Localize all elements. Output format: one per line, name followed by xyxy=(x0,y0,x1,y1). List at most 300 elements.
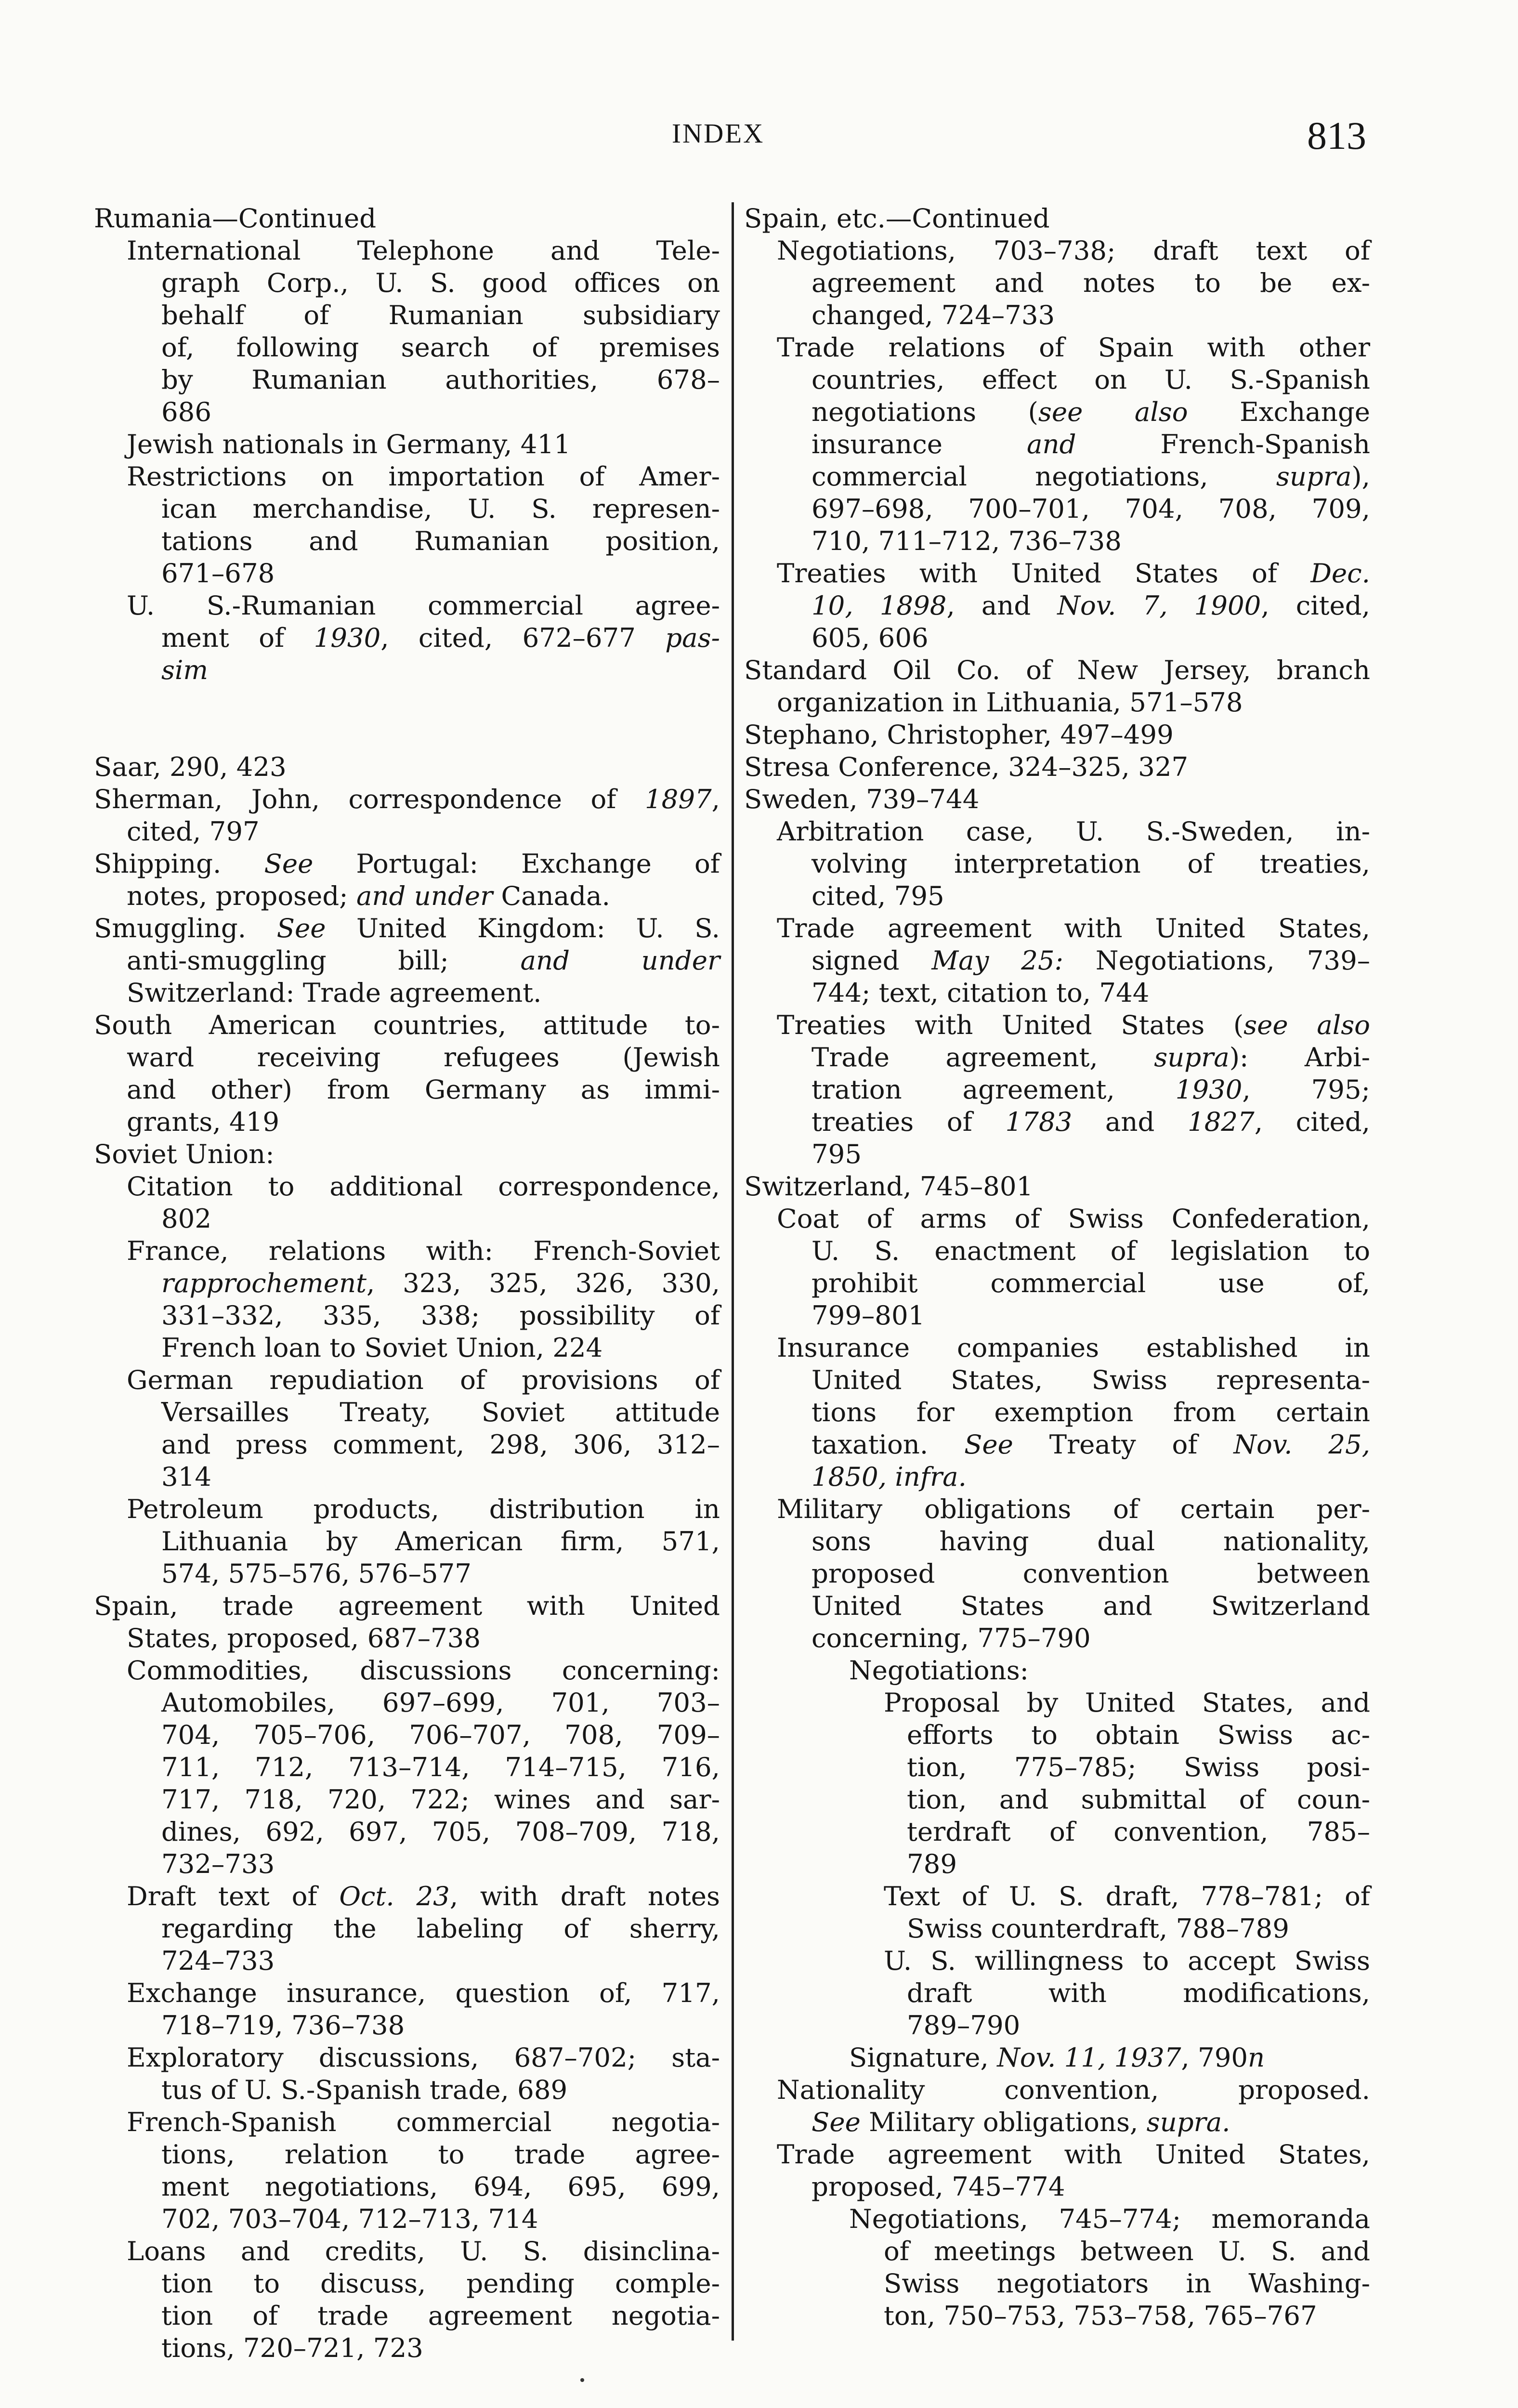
index-line xyxy=(744,1687,1370,1719)
index-line xyxy=(744,1235,1370,1267)
index-line xyxy=(744,977,1370,1009)
index-line xyxy=(94,493,720,525)
index-text: 789–790 xyxy=(907,2010,1021,2041)
index-line xyxy=(94,1977,720,2009)
index-line xyxy=(94,1783,720,1816)
index-text-italic: sim xyxy=(161,654,209,685)
index-line xyxy=(94,1525,720,1557)
index-line xyxy=(744,848,1370,880)
index-line xyxy=(744,686,1370,719)
index-line xyxy=(94,2203,720,2235)
index-text: terdraft of convention, 785– xyxy=(907,1816,1370,1847)
index-text: 702, 703–704, 712–713, 714 xyxy=(161,2203,538,2234)
index-line xyxy=(744,1106,1370,1138)
index-text: ward receiving refugees (Jewish xyxy=(127,1042,720,1073)
index-line xyxy=(744,557,1370,589)
index-line xyxy=(94,1203,720,1235)
index-text: 802 xyxy=(161,1203,212,1234)
index-text: of, following search of premises xyxy=(161,332,720,363)
index-text: and xyxy=(1072,1106,1188,1137)
index-text: tions, 720–721, 723 xyxy=(161,2332,423,2363)
index-line xyxy=(94,1493,720,1525)
index-text: , with draft notes xyxy=(449,1881,720,1911)
index-line xyxy=(94,1396,720,1428)
index-text: 704, 705–706, 706–707, 708, 709– xyxy=(161,1719,720,1750)
index-line xyxy=(744,2074,1370,2106)
index-line xyxy=(94,364,720,396)
index-text: tion to discuss, pending comple- xyxy=(161,2268,720,2299)
index-text: tion of trade agreement negotia- xyxy=(161,2300,720,2331)
index-line xyxy=(744,1654,1370,1687)
index-line xyxy=(744,2203,1370,2235)
index-text: Swiss negotiators in Washing- xyxy=(884,2268,1370,2299)
index-line xyxy=(744,364,1370,396)
index-text-italic: n xyxy=(1248,2042,1265,2073)
index-line xyxy=(94,1590,720,1622)
index-text: 795 xyxy=(811,1139,862,1169)
index-text: draft with modifications, xyxy=(907,1977,1370,2008)
index-text: Swiss counterdraft, 788–789 xyxy=(907,1913,1289,1944)
index-text-italic: 1930 xyxy=(314,622,381,653)
index-text: by Rumanian authorities, 678– xyxy=(161,364,720,395)
index-line xyxy=(744,460,1370,493)
index-text: Stephano, Christopher, 497–499 xyxy=(744,719,1174,750)
index-text: Exchange xyxy=(1188,396,1370,427)
index-text: proposed, 745–774 xyxy=(811,2171,1065,2202)
index-text: ican merchandise, U. S. represen- xyxy=(161,493,720,524)
index-text: 799–801 xyxy=(811,1300,925,1331)
index-text: United Kingdom: U. S. xyxy=(326,913,720,943)
index-line xyxy=(744,2106,1370,2138)
index-text: 605, 606 xyxy=(811,622,929,653)
index-line xyxy=(94,1332,720,1364)
index-text-italic: 1827 xyxy=(1188,1106,1255,1137)
index-text: Petroleum products, distribution in xyxy=(127,1493,720,1524)
index-line xyxy=(94,977,720,1009)
index-text: Stresa Conference, 324–325, 327 xyxy=(744,751,1189,782)
index-text-italic: Dec. xyxy=(1310,558,1370,589)
index-text: taxation. xyxy=(811,1429,965,1460)
index-line xyxy=(94,267,720,299)
index-line xyxy=(94,1557,720,1590)
index-line xyxy=(94,428,720,460)
index-text: concerning, 775–790 xyxy=(811,1623,1091,1653)
index-line xyxy=(744,1138,1370,1170)
index-line xyxy=(744,2009,1370,2042)
index-text: 711, 712, 713–714, 714–715, 716, xyxy=(161,1752,720,1782)
index-line xyxy=(94,1428,720,1461)
index-text: efforts to obtain Swiss ac- xyxy=(907,1719,1370,1750)
index-text: Canada. xyxy=(493,880,610,911)
index-line xyxy=(744,1461,1370,1493)
index-text: 789 xyxy=(907,1848,957,1879)
index-line xyxy=(744,880,1370,912)
index-line xyxy=(94,2267,720,2300)
index-line xyxy=(94,944,720,977)
index-line xyxy=(94,1235,720,1267)
index-text: Sherman, John, correspondence of xyxy=(94,784,645,814)
index-line xyxy=(744,525,1370,557)
index-text: Jewish nationals in Germany, 411 xyxy=(127,429,571,459)
page-number: 813 xyxy=(1307,114,1366,157)
index-line xyxy=(744,1912,1370,1945)
index-text: , cited, 672–677 xyxy=(380,622,666,653)
index-text: Negotiations: xyxy=(849,1655,1029,1686)
index-text: , cited, xyxy=(1261,590,1371,621)
index-text: notes, proposed; xyxy=(127,880,356,911)
index-text: Negotiations, 703–738; draft text of xyxy=(777,235,1370,266)
index-line xyxy=(94,589,720,622)
index-line xyxy=(94,2106,720,2138)
index-line xyxy=(744,1751,1370,1783)
index-text: behalf of Rumanian subsidiary xyxy=(161,300,720,330)
index-text: ), xyxy=(1351,461,1370,492)
index-line xyxy=(94,1719,720,1751)
index-line xyxy=(744,719,1370,751)
index-text-italic: 1783 xyxy=(1005,1106,1073,1137)
index-text-italic: May 25: xyxy=(931,945,1064,976)
index-text: Nationality convention, proposed. xyxy=(777,2074,1370,2105)
index-line xyxy=(94,1880,720,1912)
index-text: Soviet Union: xyxy=(94,1139,275,1169)
index-text: Switzerland, 745–801 xyxy=(744,1171,1034,1202)
index-text: International Telephone and Tele- xyxy=(127,235,720,266)
index-text: volving interpretation of treaties, xyxy=(811,848,1370,879)
index-text-italic: see also xyxy=(1243,1009,1370,1040)
index-text: Trade agreement with United States, xyxy=(777,913,1370,943)
index-line xyxy=(94,751,720,783)
index-text: changed, 724–733 xyxy=(811,300,1055,330)
index-line xyxy=(744,1977,1370,2009)
index-text-italic: pas- xyxy=(665,622,720,653)
index-text: proposed convention between xyxy=(811,1558,1370,1589)
index-column-right xyxy=(744,202,1370,2332)
index-line xyxy=(744,1170,1370,1203)
index-line xyxy=(94,1299,720,1332)
index-text-italic: Oct. 23 xyxy=(339,1881,450,1911)
index-text: Signature, xyxy=(849,2042,997,2073)
index-text-italic: Nov. 11, 1937 xyxy=(997,2042,1181,2073)
index-text-italic: 1897 xyxy=(644,784,712,814)
index-line xyxy=(744,299,1370,331)
index-text-italic: supra. xyxy=(1146,2107,1230,2137)
index-line xyxy=(94,1267,720,1299)
page-header xyxy=(0,113,1518,157)
index-line xyxy=(744,1428,1370,1461)
index-text-italic: See xyxy=(276,913,326,943)
index-line xyxy=(94,235,720,267)
index-line xyxy=(744,493,1370,525)
index-text: U. S. enactment of legislation to xyxy=(811,1235,1370,1266)
index-line xyxy=(744,622,1370,654)
index-line xyxy=(744,1332,1370,1364)
index-line xyxy=(94,1687,720,1719)
index-line xyxy=(744,1267,1370,1299)
index-line xyxy=(744,428,1370,460)
index-text: commercial negotiations, xyxy=(811,461,1276,492)
index-line xyxy=(744,1009,1370,1041)
index-line xyxy=(744,2171,1370,2203)
index-text: , cited, xyxy=(1254,1106,1371,1137)
index-text: tration agreement, xyxy=(811,1074,1176,1105)
index-text-italic: and under xyxy=(520,945,720,976)
index-text: regarding the labeling of sherry, xyxy=(161,1913,720,1944)
index-line xyxy=(94,2171,720,2203)
index-text: Proposal by United States, and xyxy=(884,1687,1370,1718)
index-line xyxy=(744,815,1370,848)
index-line xyxy=(744,654,1370,686)
index-line xyxy=(94,1622,720,1654)
index-line xyxy=(744,1557,1370,1590)
index-line xyxy=(744,1880,1370,1912)
index-line xyxy=(94,1170,720,1203)
index-text: , 790 xyxy=(1181,2042,1248,2073)
index-text-italic: See xyxy=(964,1429,1013,1460)
index-text: Commodities, discussions concerning: xyxy=(127,1655,720,1686)
index-text: Military obligations, xyxy=(860,2107,1147,2137)
index-text-italic: 10, 1898 xyxy=(811,590,947,621)
index-line xyxy=(94,1848,720,1880)
index-line xyxy=(744,331,1370,364)
index-line xyxy=(744,202,1370,235)
index-line xyxy=(744,944,1370,977)
index-line xyxy=(744,783,1370,815)
index-text: 744; text, citation to, 744 xyxy=(811,977,1150,1008)
index-line xyxy=(744,2235,1370,2267)
index-text-italic: supra xyxy=(1276,461,1352,492)
index-text: Coat of arms of Swiss Confederation, xyxy=(777,1203,1370,1234)
entry-gap xyxy=(94,686,720,751)
index-text: South American countries, attitude to- xyxy=(94,1009,720,1040)
index-text: 718–719, 736–738 xyxy=(161,2010,405,2041)
index-line xyxy=(744,1493,1370,1525)
index-text: Spain, etc.—Continued xyxy=(744,203,1050,234)
index-line xyxy=(744,1364,1370,1396)
index-line xyxy=(744,751,1370,783)
index-text-italic: See xyxy=(264,848,314,879)
index-text: tions for exemption from certain xyxy=(811,1397,1370,1427)
index-text: dines, 692, 697, 705, 708–709, 718, xyxy=(161,1816,720,1847)
index-text: countries, effect on U. S.-Spanish xyxy=(811,364,1370,395)
index-line xyxy=(94,557,720,589)
index-text: anti-smuggling bill; xyxy=(127,945,521,976)
index-text: 717, 718, 720, 722; wines and sar- xyxy=(161,1784,720,1815)
index-text: , 795; xyxy=(1242,1074,1370,1105)
index-line xyxy=(94,848,720,880)
index-text: tion, and submittal of coun- xyxy=(907,1784,1370,1815)
index-text: , and xyxy=(946,590,1058,621)
index-line xyxy=(744,1848,1370,1880)
index-line xyxy=(94,331,720,364)
index-line xyxy=(94,654,720,686)
index-line xyxy=(94,525,720,557)
index-text: , xyxy=(711,784,720,814)
index-line xyxy=(94,460,720,493)
index-text: sons having dual nationality, xyxy=(811,1526,1370,1557)
index-text: prohibit commercial use of, xyxy=(811,1268,1370,1298)
index-text: Versailles Treaty, Soviet attitude xyxy=(161,1397,720,1427)
index-text: Citation to additional correspondence, xyxy=(127,1171,720,1202)
index-text: tations and Rumanian position, xyxy=(161,525,720,556)
index-line xyxy=(744,1073,1370,1106)
index-text: Automobiles, 697–699, 701, 703– xyxy=(161,1687,720,1718)
index-text: French loan to Soviet Union, 224 xyxy=(161,1332,603,1363)
index-text: Treaties with United States of xyxy=(777,558,1311,589)
index-line xyxy=(94,2138,720,2171)
index-text: Rumania—Continued xyxy=(94,203,377,234)
index-line xyxy=(94,1106,720,1138)
index-text: Draft text of xyxy=(127,1881,340,1911)
index-line xyxy=(94,1138,720,1170)
index-line xyxy=(94,202,720,235)
index-text: ton, 750–753, 753–758, 765–767 xyxy=(884,2300,1317,2331)
index-line xyxy=(94,783,720,815)
index-line xyxy=(744,1041,1370,1073)
index-column-left xyxy=(94,202,720,2364)
index-line xyxy=(94,912,720,944)
index-text-italic: and xyxy=(1026,429,1076,459)
index-line xyxy=(744,267,1370,299)
index-line xyxy=(744,2300,1370,2332)
index-text: tus of U. S.-Spanish trade, 689 xyxy=(161,2074,568,2105)
index-text: Arbitration case, U. S.-Sweden, in- xyxy=(777,816,1370,847)
index-text: Negotiations, 739– xyxy=(1063,945,1370,976)
index-text: United States and Switzerland xyxy=(811,1590,1370,1621)
index-line xyxy=(94,1912,720,1945)
index-text-italic: See xyxy=(811,2107,861,2137)
index-line xyxy=(744,1299,1370,1332)
index-line xyxy=(94,815,720,848)
index-line xyxy=(94,2332,720,2364)
index-text: 732–733 xyxy=(161,1848,275,1879)
index-text: Lithuania by American firm, 571, xyxy=(161,1526,720,1557)
index-line xyxy=(94,1751,720,1783)
index-line xyxy=(744,1622,1370,1654)
index-line xyxy=(94,1654,720,1687)
index-line xyxy=(94,1009,720,1041)
index-text: Text of U. S. draft, 778–781; of xyxy=(884,1881,1370,1911)
index-text-italic: 1930 xyxy=(1175,1074,1243,1105)
index-text: negotiations ( xyxy=(811,396,1038,427)
index-text: Sweden, 739–744 xyxy=(744,784,980,814)
index-text: Treaties with United States ( xyxy=(777,1009,1244,1040)
index-text: Insurance companies established in xyxy=(777,1332,1370,1363)
index-line xyxy=(94,299,720,331)
index-line xyxy=(94,1364,720,1396)
index-text: 724–733 xyxy=(161,1945,275,1976)
column-divider xyxy=(732,202,734,2341)
index-text: tion, 775–785; Swiss posi- xyxy=(907,1752,1370,1782)
index-line xyxy=(744,1396,1370,1428)
index-text: German repudiation of provisions of xyxy=(127,1364,720,1395)
index-text: treaties of xyxy=(811,1106,1006,1137)
index-text: graph Corp., U. S. good offices on xyxy=(161,267,720,298)
index-text-italic: rapprochement xyxy=(161,1268,366,1298)
index-text: Exchange insurance, question of, 717, xyxy=(127,1977,720,2008)
index-line xyxy=(94,1816,720,1848)
index-text-italic: see also xyxy=(1038,396,1188,427)
index-line xyxy=(94,2235,720,2267)
index-text: signed xyxy=(811,945,932,976)
index-line xyxy=(744,1203,1370,1235)
index-line xyxy=(744,1590,1370,1622)
index-text: Standard Oil Co. of New Jersey, branch xyxy=(744,654,1370,685)
index-line xyxy=(744,1945,1370,1977)
index-text: ): Arbi- xyxy=(1229,1042,1370,1073)
index-text: U. S. willingness to accept Swiss xyxy=(884,1945,1370,1976)
index-text: Trade agreement, xyxy=(811,1042,1154,1073)
index-text: ment of xyxy=(161,622,314,653)
index-line xyxy=(744,1719,1370,1751)
index-line xyxy=(94,396,720,428)
index-text-italic: and under xyxy=(356,880,493,911)
index-line xyxy=(744,2138,1370,2171)
index-text: French-Spanish xyxy=(1076,429,1370,459)
index-line xyxy=(744,1816,1370,1848)
index-text: United States, Swiss representa- xyxy=(811,1364,1370,1395)
index-line xyxy=(94,880,720,912)
index-text: Military obligations of certain per- xyxy=(777,1493,1370,1524)
index-line xyxy=(94,1041,720,1073)
index-text: , 323, 325, 326, 330, xyxy=(366,1268,720,1298)
index-text: 331–332, 335, 338; possibility of xyxy=(161,1300,720,1331)
index-text: States, proposed, 687–738 xyxy=(127,1623,481,1653)
index-text: Restrictions on importation of Amer- xyxy=(127,461,720,492)
index-text: Treaty of xyxy=(1013,1429,1234,1460)
index-text: Trade relations of Spain with other xyxy=(777,332,1370,363)
print-speck xyxy=(580,2378,584,2382)
index-text: Switzerland: Trade agreement. xyxy=(127,977,542,1008)
index-text: 574, 575–576, 576–577 xyxy=(161,1558,471,1589)
index-line xyxy=(744,1525,1370,1557)
index-line xyxy=(744,2042,1370,2074)
index-line xyxy=(744,589,1370,622)
index-text: Spain, trade agreement with United xyxy=(94,1590,720,1621)
index-text: tions, relation to trade agree- xyxy=(161,2139,720,2170)
index-text: French-Spanish commercial negotia- xyxy=(127,2107,720,2137)
index-line xyxy=(744,912,1370,944)
index-text: agreement and notes to be ex- xyxy=(811,267,1370,298)
index-text: Loans and credits, U. S. disinclina- xyxy=(127,2236,720,2266)
index-line xyxy=(94,2042,720,2074)
index-line xyxy=(744,396,1370,428)
index-line xyxy=(744,2267,1370,2300)
index-text: cited, 795 xyxy=(811,880,944,911)
index-text: 710, 711–712, 736–738 xyxy=(811,525,1122,556)
index-text: Exploratory discussions, 687–702; sta- xyxy=(127,2042,720,2073)
index-text: 686 xyxy=(161,396,212,427)
index-text: 314 xyxy=(161,1461,212,1492)
index-text: insurance xyxy=(811,429,1027,459)
index-text-italic: supra xyxy=(1154,1042,1230,1073)
index-text-italic: 1850, infra. xyxy=(811,1461,967,1492)
index-line xyxy=(94,1073,720,1106)
index-text: grants, 419 xyxy=(127,1106,280,1137)
index-text: ment negotiations, 694, 695, 699, xyxy=(161,2171,720,2202)
index-text-italic: Nov. 7, 1900 xyxy=(1057,590,1261,621)
index-line xyxy=(744,235,1370,267)
index-text: and other) from Germany as immi- xyxy=(127,1074,720,1105)
index-text: cited, 797 xyxy=(127,816,260,847)
index-text: Shipping. xyxy=(94,848,264,879)
index-line xyxy=(94,1945,720,1977)
index-line xyxy=(94,2074,720,2106)
index-text: of meetings between U. S. and xyxy=(884,2236,1370,2266)
index-text-italic: Nov. 25, xyxy=(1233,1429,1371,1460)
index-text: Saar, 290, 423 xyxy=(94,751,287,782)
index-text: Negotiations, 745–774; memoranda xyxy=(849,2203,1370,2234)
index-text: organization in Lithuania, 571–578 xyxy=(777,687,1243,718)
